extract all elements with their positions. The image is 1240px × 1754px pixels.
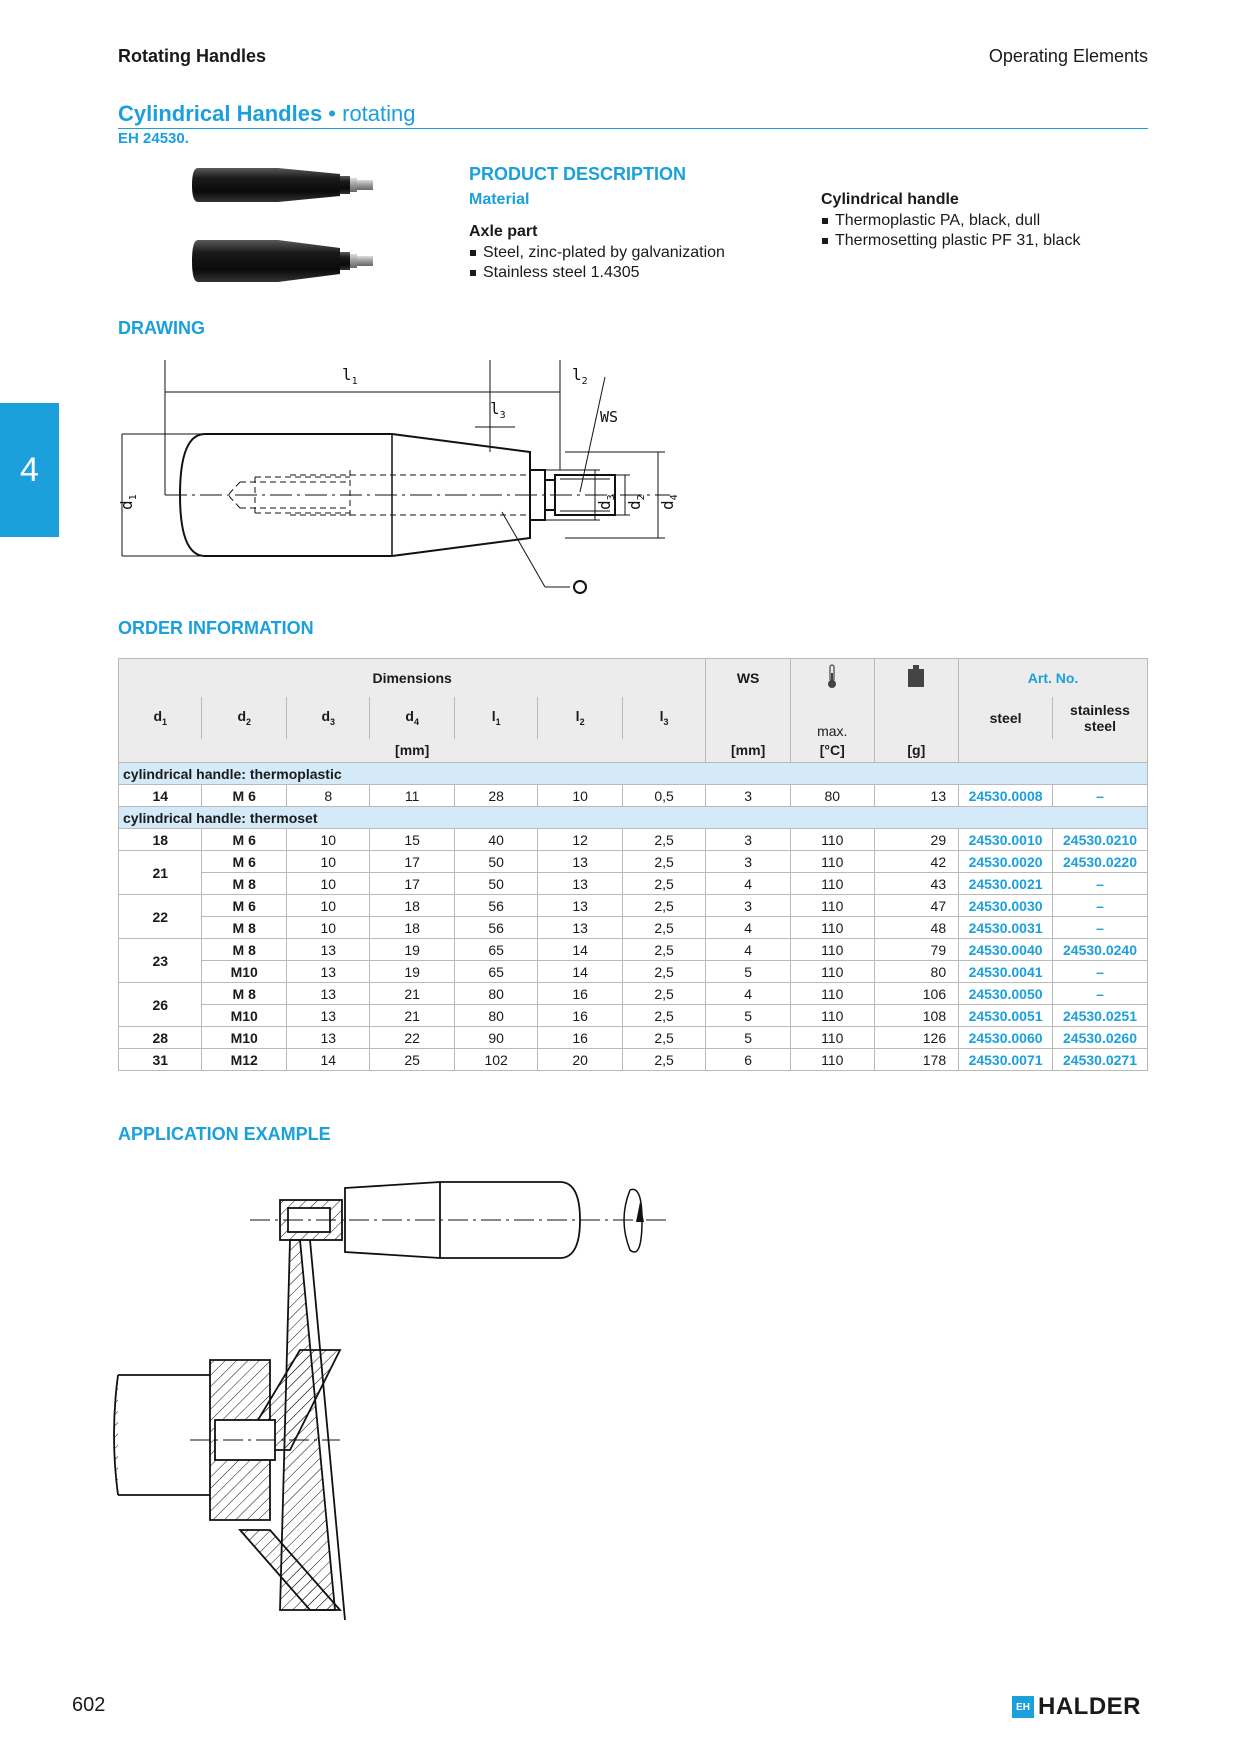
- weight-icon: [907, 663, 925, 689]
- order-table: [118, 658, 1148, 1071]
- cell-d2: M 6: [202, 829, 287, 851]
- col-steel: steel: [959, 697, 1053, 739]
- dim-label-l2: $l_2$: [572, 365, 588, 387]
- dim-label-ws: WS: [600, 408, 619, 426]
- table-row: [119, 873, 1148, 895]
- cell-t: 110: [790, 917, 874, 939]
- cell-g: 48: [874, 917, 959, 939]
- col-l3: $l_3$: [622, 697, 705, 739]
- application-drawing: [110, 1170, 670, 1650]
- cell-d4: 25: [370, 1049, 454, 1071]
- cell-d1: 21: [119, 851, 202, 895]
- cell-ws: 3: [706, 895, 791, 917]
- group-row: cylindrical handle: thermoplastic: [119, 763, 1148, 785]
- cell-t: 110: [790, 851, 874, 873]
- cell-l3: 2,5: [622, 917, 705, 939]
- application-example-heading: APPLICATION EXAMPLE: [118, 1124, 331, 1144]
- unit-ws: [mm]: [706, 739, 791, 763]
- table-row: [119, 917, 1148, 939]
- table-row: [119, 895, 1148, 917]
- cell-ss[interactable]: –: [1053, 961, 1148, 983]
- cell-l2: 16: [538, 983, 622, 1005]
- cell-ss[interactable]: –: [1053, 895, 1148, 917]
- brand-logo: [1012, 1693, 1141, 1721]
- chapter-tab: 4: [0, 403, 59, 537]
- product-code: EH 24530.: [118, 130, 189, 147]
- cell-d4: 18: [370, 895, 454, 917]
- cell-l1: 90: [454, 1027, 538, 1049]
- col-art-no: Art. No.: [959, 659, 1148, 697]
- table-row: [119, 785, 1148, 807]
- cell-steel[interactable]: 24530.0051: [959, 1005, 1053, 1027]
- cell-d3: 13: [287, 1027, 370, 1049]
- cell-d2: M 8: [202, 939, 287, 961]
- cell-steel[interactable]: 24530.0060: [959, 1027, 1053, 1049]
- cell-d3: 10: [287, 873, 370, 895]
- cell-ws: 3: [706, 829, 791, 851]
- cell-ws: 3: [706, 785, 791, 807]
- col-max: max.: [790, 697, 874, 739]
- cell-l2: 14: [538, 939, 622, 961]
- cell-g: 43: [874, 873, 959, 895]
- cell-d4: 19: [370, 939, 454, 961]
- col-d1: $d_1$: [119, 697, 202, 739]
- thermometer-icon: [825, 663, 839, 689]
- cell-l1: 80: [454, 1005, 538, 1027]
- cell-l2: 10: [538, 785, 622, 807]
- cell-d3: 13: [287, 983, 370, 1005]
- handle-photo-2: [192, 240, 373, 282]
- cell-l1: 28: [454, 785, 538, 807]
- cell-l3: 2,5: [622, 1049, 705, 1071]
- cell-d2: M 8: [202, 873, 287, 895]
- cell-t: 110: [790, 829, 874, 851]
- cell-steel[interactable]: 24530.0030: [959, 895, 1053, 917]
- col-d2: $d_2$: [202, 697, 287, 739]
- col-l2: $l_2$: [538, 697, 622, 739]
- product-photo: [190, 158, 410, 298]
- cell-d3: 10: [287, 829, 370, 851]
- cell-d2: M10: [202, 1027, 287, 1049]
- cell-d4: 22: [370, 1027, 454, 1049]
- handle-list: [821, 211, 1080, 251]
- cell-steel[interactable]: 24530.0020: [959, 851, 1053, 873]
- list-item: Thermosetting plastic PF 31, black: [821, 231, 1080, 251]
- cell-l2: 13: [538, 851, 622, 873]
- cell-d3: 10: [287, 895, 370, 917]
- cell-ss[interactable]: 24530.0260: [1053, 1027, 1148, 1049]
- cell-steel[interactable]: 24530.0021: [959, 873, 1053, 895]
- cell-l2: 12: [538, 829, 622, 851]
- cell-l1: 40: [454, 829, 538, 851]
- col-l1: $l_1$: [454, 697, 538, 739]
- cell-ss[interactable]: 24530.0271: [1053, 1049, 1148, 1071]
- cell-steel[interactable]: 24530.0010: [959, 829, 1053, 851]
- cell-d1: 31: [119, 1049, 202, 1071]
- cell-l1: 65: [454, 939, 538, 961]
- cell-d2: M 6: [202, 895, 287, 917]
- dim-label-d4: $d_4$: [658, 494, 680, 510]
- cell-d2: M 8: [202, 917, 287, 939]
- cell-g: 47: [874, 895, 959, 917]
- axle-list: [469, 243, 725, 283]
- cell-d3: 13: [287, 961, 370, 983]
- chapter-header: Operating Elements: [988, 46, 1148, 66]
- cell-steel[interactable]: 24530.0050: [959, 983, 1053, 1005]
- cell-l2: 20: [538, 1049, 622, 1071]
- cell-g: 13: [874, 785, 959, 807]
- cell-d1: 26: [119, 983, 202, 1027]
- cell-l3: 2,5: [622, 1027, 705, 1049]
- order-information-heading: ORDER INFORMATION: [118, 618, 314, 638]
- list-item: Steel, zinc-plated by galvanization: [469, 243, 725, 263]
- group-row: cylindrical handle: thermoset: [119, 807, 1148, 829]
- cell-d3: 10: [287, 851, 370, 873]
- cell-ws: 5: [706, 1005, 791, 1027]
- technical-drawing: [110, 352, 760, 602]
- cell-t: 80: [790, 785, 874, 807]
- cell-d4: 18: [370, 917, 454, 939]
- cell-d2: M 6: [202, 785, 287, 807]
- cell-steel[interactable]: 24530.0008: [959, 785, 1053, 807]
- section-header: Rotating Handles: [118, 46, 267, 66]
- unit-dimensions: [mm]: [119, 739, 706, 763]
- cell-t: 110: [790, 1005, 874, 1027]
- table-row: [119, 961, 1148, 983]
- table-row: [119, 829, 1148, 851]
- cell-ws: 4: [706, 873, 791, 895]
- cell-steel[interactable]: 24530.0071: [959, 1049, 1053, 1071]
- cell-g: 42: [874, 851, 959, 873]
- cell-g: 126: [874, 1027, 959, 1049]
- cell-ss[interactable]: 24530.0240: [1053, 939, 1148, 961]
- material-label: Material: [469, 191, 530, 208]
- page-title-suffix: • rotating: [322, 101, 416, 126]
- title-bar: [118, 101, 1148, 129]
- cell-d1: 28: [119, 1027, 202, 1049]
- cell-t: 110: [790, 873, 874, 895]
- table-row: [119, 983, 1148, 1005]
- cell-g: 80: [874, 961, 959, 983]
- cell-l2: 13: [538, 917, 622, 939]
- cell-d4: 15: [370, 829, 454, 851]
- cell-ss[interactable]: –: [1053, 873, 1148, 895]
- list-item: Thermoplastic PA, black, dull: [821, 211, 1080, 231]
- col-d4: $d_4$: [370, 697, 454, 739]
- dim-label-l1: $l_1$: [342, 365, 358, 387]
- cell-l3: 2,5: [622, 939, 705, 961]
- cell-d2: M 8: [202, 983, 287, 1005]
- col-ws: WS: [706, 659, 791, 697]
- cell-t: 110: [790, 1027, 874, 1049]
- col-temperature: [790, 659, 874, 697]
- cell-l3: 2,5: [622, 873, 705, 895]
- col-stainless: stainless steel: [1053, 697, 1148, 739]
- cell-d2: M10: [202, 961, 287, 983]
- dim-label-d1: $d_1$: [117, 494, 139, 510]
- cell-g: 29: [874, 829, 959, 851]
- cell-g: 178: [874, 1049, 959, 1071]
- unit-weight: [g]: [874, 739, 959, 763]
- cell-ss[interactable]: –: [1053, 917, 1148, 939]
- cell-ws: 5: [706, 1027, 791, 1049]
- cell-l1: 65: [454, 961, 538, 983]
- order-table-body: [119, 763, 1148, 1071]
- cell-t: 110: [790, 961, 874, 983]
- cell-d2: M12: [202, 1049, 287, 1071]
- cell-l3: 2,5: [622, 851, 705, 873]
- handle-heading: Cylindrical handle: [821, 191, 959, 208]
- cell-l3: 2,5: [622, 895, 705, 917]
- cell-ss[interactable]: –: [1053, 785, 1148, 807]
- table-row: [119, 1027, 1148, 1049]
- logo-text: HALDER: [1038, 1693, 1141, 1720]
- cell-d4: 19: [370, 961, 454, 983]
- cell-l3: 2,5: [622, 1005, 705, 1027]
- cell-d1: 22: [119, 895, 202, 939]
- dim-label-d3: $d_3$: [595, 494, 617, 510]
- cell-l3: 2,5: [622, 961, 705, 983]
- cell-l2: 16: [538, 1005, 622, 1027]
- cell-ss[interactable]: –: [1053, 983, 1148, 1005]
- cell-ss[interactable]: 24530.0210: [1053, 829, 1148, 851]
- cell-l1: 56: [454, 917, 538, 939]
- cell-ws: 4: [706, 917, 791, 939]
- list-item: Stainless steel 1.4305: [469, 263, 725, 283]
- drawing-heading: DRAWING: [118, 318, 205, 338]
- cell-d4: 21: [370, 1005, 454, 1027]
- cell-ws: 3: [706, 851, 791, 873]
- cell-g: 108: [874, 1005, 959, 1027]
- dim-label-d2: $d_2$: [625, 494, 647, 510]
- cell-l1: 56: [454, 895, 538, 917]
- cell-g: 79: [874, 939, 959, 961]
- cell-ws: 4: [706, 983, 791, 1005]
- cell-ss[interactable]: 24530.0220: [1053, 851, 1148, 873]
- cell-steel[interactable]: 24530.0040: [959, 939, 1053, 961]
- cell-t: 110: [790, 939, 874, 961]
- page-title: [118, 101, 416, 126]
- cell-l3: 2,5: [622, 983, 705, 1005]
- logo-mark: EH: [1012, 1696, 1034, 1718]
- cell-d1: 18: [119, 829, 202, 851]
- cell-d1: 14: [119, 785, 202, 807]
- cell-l2: 13: [538, 895, 622, 917]
- cell-t: 110: [790, 1049, 874, 1071]
- table-row: [119, 939, 1148, 961]
- cell-l1: 50: [454, 873, 538, 895]
- cell-t: 110: [790, 983, 874, 1005]
- col-weight: [874, 659, 959, 697]
- cell-ws: 4: [706, 939, 791, 961]
- cell-l1: 102: [454, 1049, 538, 1071]
- cell-d4: 11: [370, 785, 454, 807]
- cell-l3: 0,5: [622, 785, 705, 807]
- cell-d4: 17: [370, 851, 454, 873]
- cell-d1: 23: [119, 939, 202, 983]
- cell-d3: 10: [287, 917, 370, 939]
- cell-d3: 13: [287, 1005, 370, 1027]
- product-description-heading: PRODUCT DESCRIPTION: [469, 164, 687, 184]
- cell-g: 106: [874, 983, 959, 1005]
- cell-d2: M10: [202, 1005, 287, 1027]
- cell-l3: 2,5: [622, 829, 705, 851]
- cell-steel[interactable]: 24530.0031: [959, 917, 1053, 939]
- cell-l1: 80: [454, 983, 538, 1005]
- cell-d3: 8: [287, 785, 370, 807]
- cell-l2: 13: [538, 873, 622, 895]
- cell-d2: M 6: [202, 851, 287, 873]
- page-number: 602: [72, 1694, 106, 1716]
- dim-label-l3: $l_3$: [490, 399, 506, 421]
- handle-photo-1: [192, 168, 373, 202]
- cell-d3: 13: [287, 939, 370, 961]
- cell-t: 110: [790, 895, 874, 917]
- cell-ws: 6: [706, 1049, 791, 1071]
- cell-l2: 16: [538, 1027, 622, 1049]
- table-row: [119, 1049, 1148, 1071]
- col-dimensions: Dimensions: [119, 659, 706, 697]
- table-row: [119, 851, 1148, 873]
- cell-steel[interactable]: 24530.0041: [959, 961, 1053, 983]
- axle-heading: Axle part: [469, 223, 538, 240]
- cell-d3: 14: [287, 1049, 370, 1071]
- cell-d4: 21: [370, 983, 454, 1005]
- cell-d4: 17: [370, 873, 454, 895]
- page-title-main: Cylindrical Handles: [118, 101, 323, 126]
- unit-temperature: [°C]: [790, 739, 874, 763]
- cell-ws: 5: [706, 961, 791, 983]
- table-row: [119, 1005, 1148, 1027]
- cell-l2: 14: [538, 961, 622, 983]
- col-d3: $d_3$: [287, 697, 370, 739]
- cell-ss[interactable]: 24530.0251: [1053, 1005, 1148, 1027]
- cell-l1: 50: [454, 851, 538, 873]
